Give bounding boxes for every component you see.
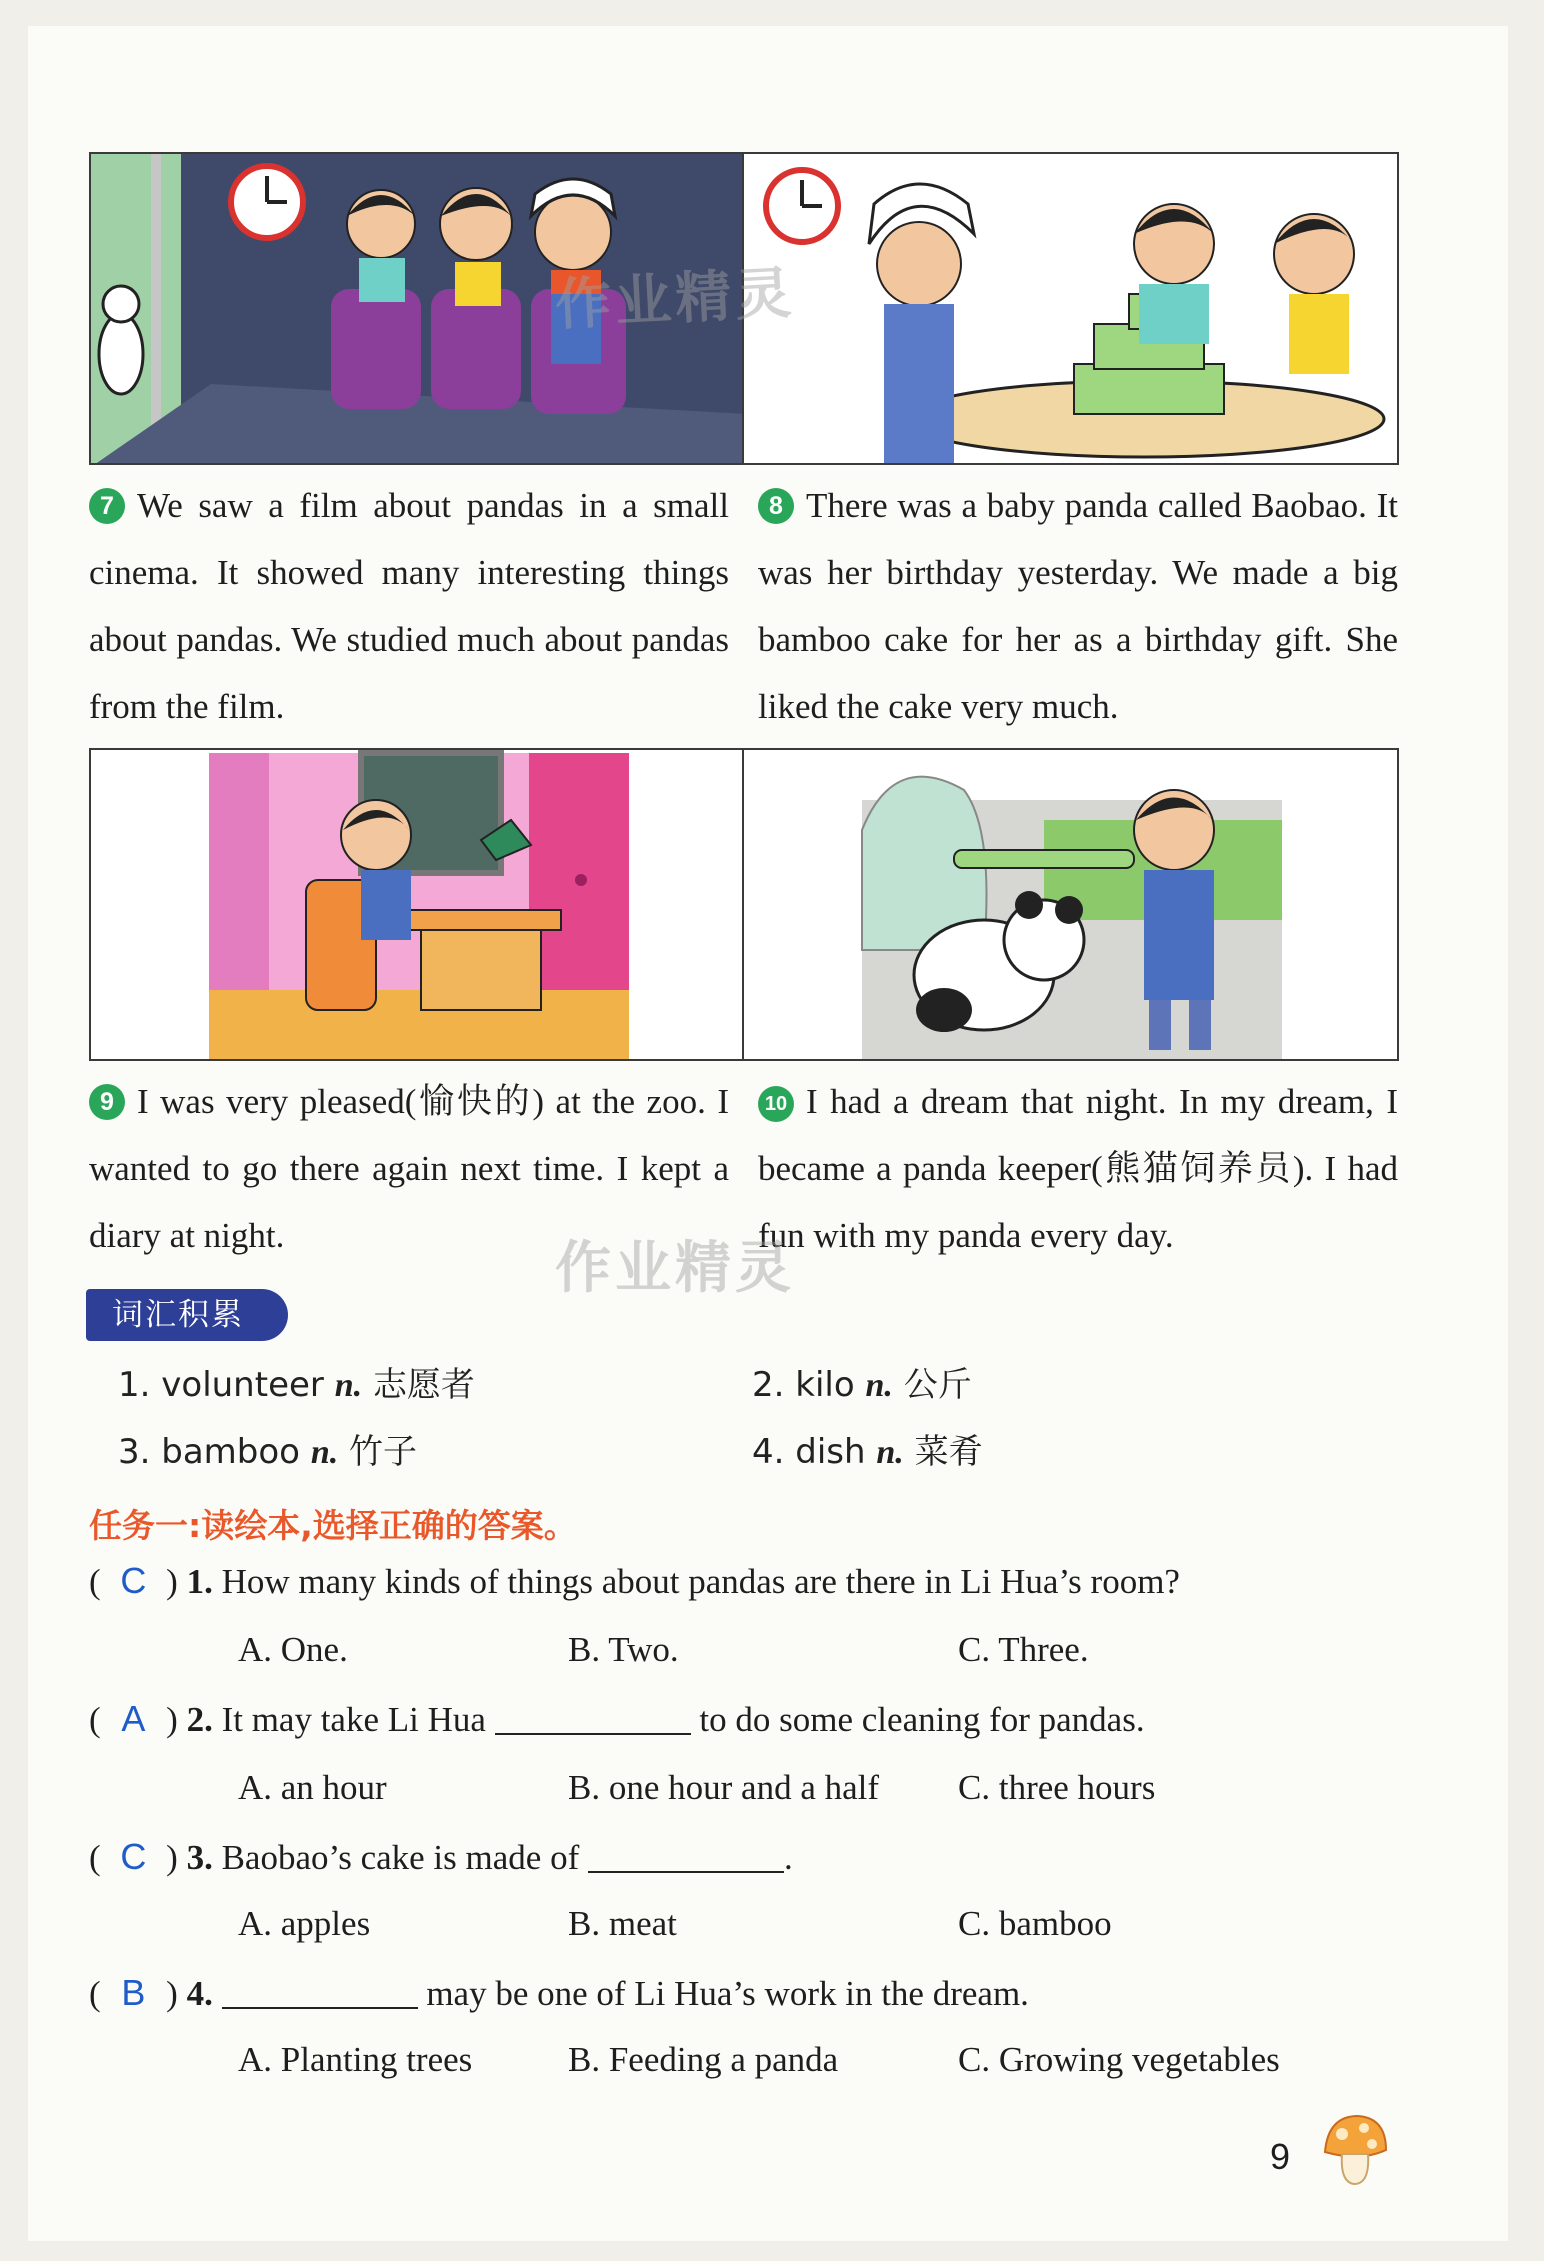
option-4c: C. Growing vegetables [958,2040,1280,2079]
option-1c: C. Three. [958,1630,1089,1669]
question-1: ( C ) 1. How many kinds of things about pandas are there in Li Hua’s room? [89,1560,1180,1601]
number-badge-8: 8 [758,488,794,524]
answer-blank [495,1705,691,1735]
number-badge-9: 9 [89,1084,125,1120]
answer-4: B [121,1972,146,2013]
vocab-section-title: 词汇积累 [86,1289,288,1341]
answer-1: C [120,1560,147,1601]
caption-10 [758,1068,1398,1269]
answer-blank [588,1843,784,1873]
option-2c: C. three hours [958,1768,1156,1807]
option-2a: A. an hour [238,1768,387,1807]
option-1a: A. One. [238,1630,348,1669]
caption-8 [758,472,1398,740]
mushroom-icon [1320,2112,1390,2193]
option-1b: B. Two. [568,1630,679,1669]
option-4b: B. Feeding a panda [568,2040,839,2079]
question-3: ( C ) 3. Baobao’s cake is made of . [89,1836,793,1877]
number-badge-10: 10 [758,1086,794,1122]
caption-10-text: I had a dream that night. In my dream, I became a panda keeper(熊猫饲养员). I had fun with my panda every day. [758,1082,1398,1255]
option-3b: B. meat [568,1904,677,1943]
page-number: 9 [1270,2136,1291,2177]
answer-2: A [121,1698,146,1739]
watermark: 作业精灵 [555,1236,795,1301]
option-3a: A. apples [238,1904,371,1943]
vocab-item-1: 1. volunteer n. 志愿者 [118,1365,475,1405]
illustration-row-2 [89,748,1399,1061]
caption-7 [89,472,729,740]
watermark: 作业精灵 [553,260,797,339]
illustration-diary [89,748,744,1061]
illustration-panda-keeper [744,748,1399,1061]
answer-blank [222,1979,418,2009]
caption-9-text: I was very pleased(愉快的) at the zoo. I wanted to go there again next time. I kept a diary at night. [89,1082,729,1255]
question-2: ( A ) 2. It may take Li Hua to do some cleaning for pandas. [89,1698,1145,1739]
option-3c: C. bamboo [958,1904,1112,1943]
option-2b: B. one hour and a half [568,1768,880,1807]
illustration-birthday-cake [744,152,1399,465]
answer-3: C [120,1836,147,1877]
task-title: 任务一:读绘本,选择正确的答案。 [89,1506,577,1545]
vocab-item-4: 4. dish n. 菜肴 [752,1432,983,1472]
option-4a: A. Planting trees [238,2040,473,2079]
vocab-item-2: 2. kilo n. 公斤 [752,1365,972,1405]
caption-7-text: We saw a film about pandas in a small cinema. It showed many interesting things about pandas. We studied much about pandas from the film. [89,486,729,726]
vocab-item-3: 3. bamboo n. 竹子 [118,1432,418,1472]
caption-8-text: There was a baby panda called Baobao. It was her birthday yesterday. We made a big bamboo cake for her as a birthday gift. She liked the cake very much. [758,486,1398,726]
question-4: ( B ) 4. may be one of Li Hua’s work in the dream. [89,1972,1029,2013]
number-badge-7: 7 [89,488,125,524]
